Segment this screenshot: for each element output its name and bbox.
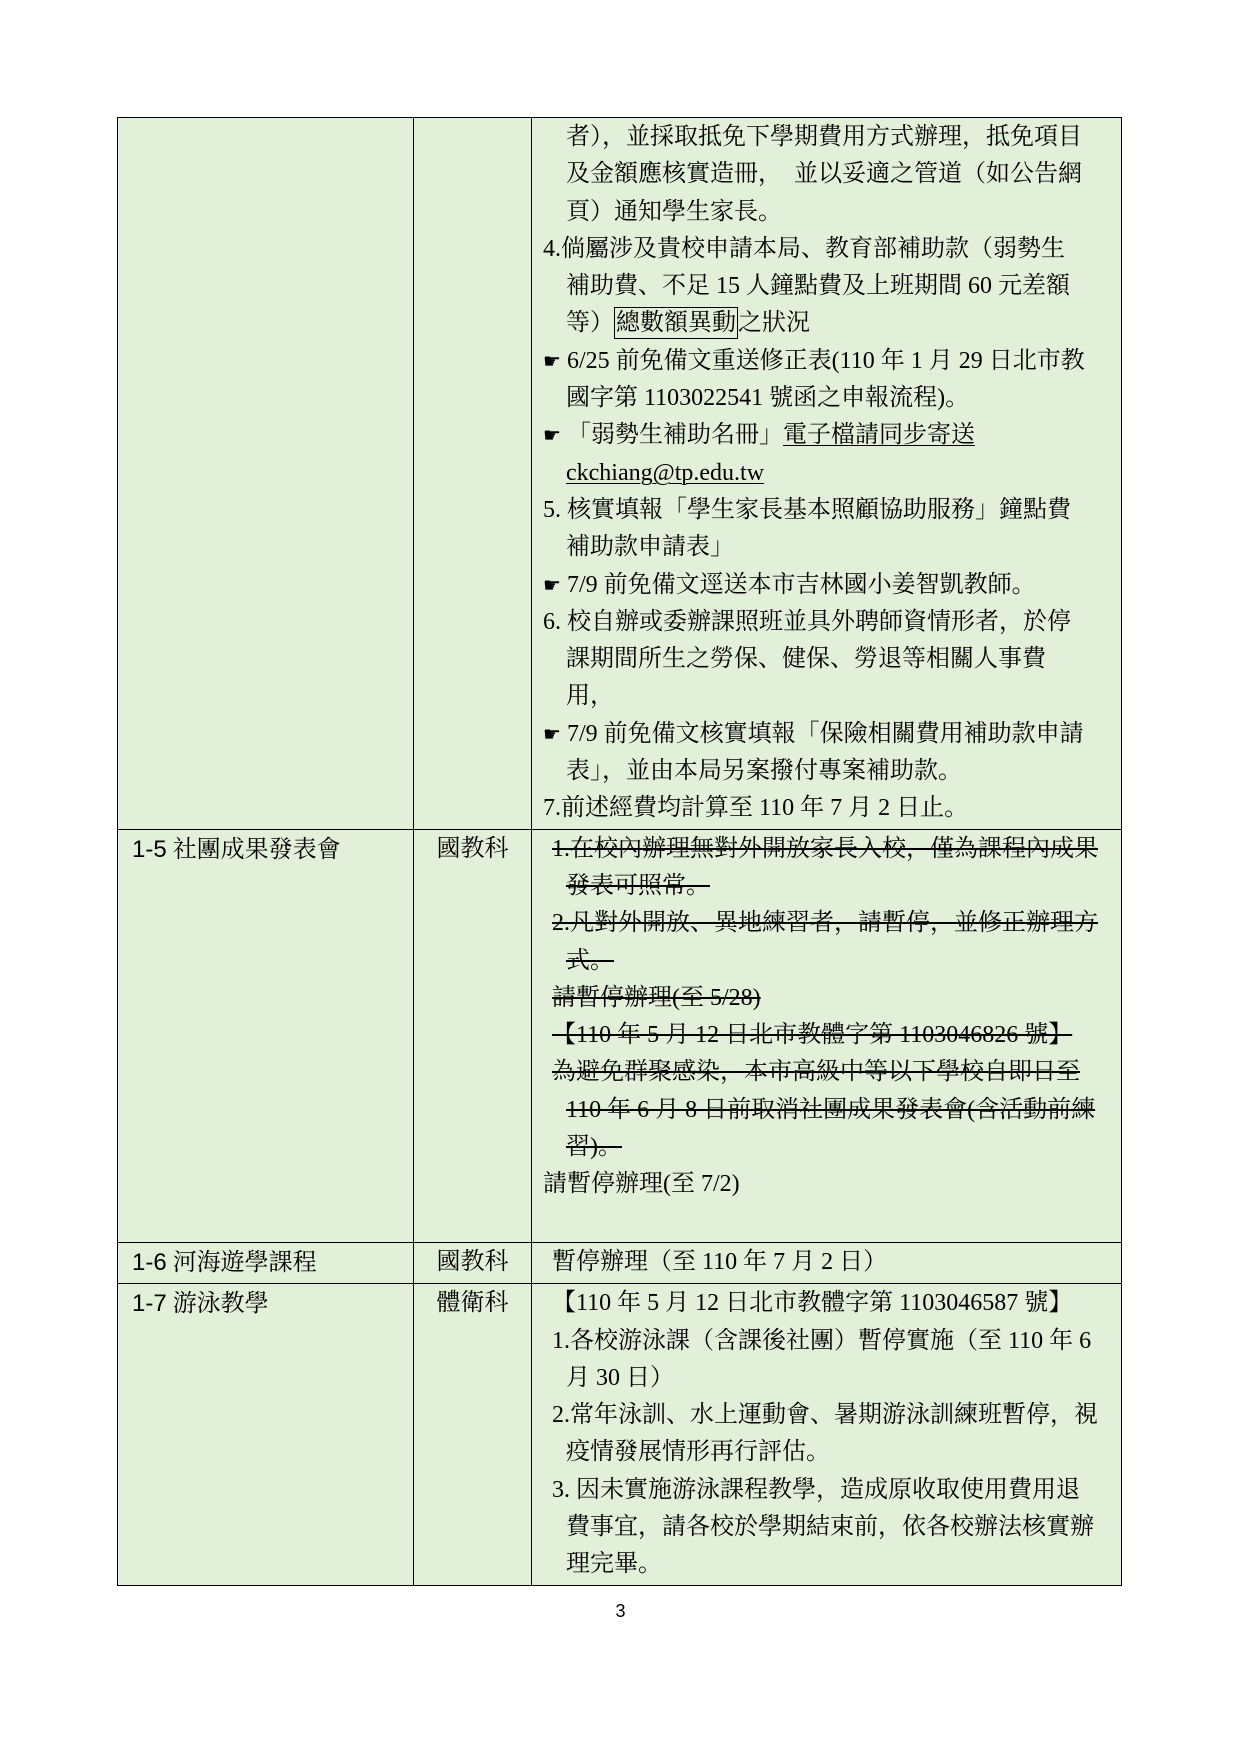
item-cell <box>118 118 414 830</box>
content-line: 暫停辦理（至 110 年 7 月 2 日） <box>552 1248 888 1275</box>
line-text: 之狀況 <box>738 310 810 337</box>
content-line: 頁）通知學生家長。 <box>566 198 782 225</box>
content-line: 表」，並由本局另案撥付專案補助款。 <box>566 758 962 785</box>
content-line: 用， <box>566 683 614 710</box>
line-text: 「弱勢生補助名冊」 <box>567 422 783 449</box>
item-cell <box>118 1284 414 1585</box>
bullet-line <box>532 567 1121 604</box>
table-row <box>118 1284 1122 1585</box>
content-line: 2.常年泳訓、水上運動會、暑期游泳訓練班暫停，視 <box>552 1402 1098 1429</box>
struck-line: 式。 <box>566 947 614 974</box>
pointing-hand-icon: ☛ <box>543 721 561 746</box>
content-line: 【110 年 5 月 12 日北市教體字第 1103046587 號】 <box>552 1290 1073 1317</box>
content-line: 國字第 1103022541 號函之申報流程)。 <box>566 385 970 412</box>
content-cell <box>532 118 1122 830</box>
item-cell <box>118 829 414 1242</box>
item-code: 1-7 <box>132 1290 167 1318</box>
content-cell <box>532 829 1122 1242</box>
dept-cell <box>414 118 532 830</box>
content-line: 補助費、不足 15 人鐘點費及上班期間 60 元差額 <box>566 273 1070 300</box>
struck-line: 1.在校內辦理無對外開放家長入校，僅為課程內成果 <box>552 835 1098 862</box>
table-row <box>118 118 1122 830</box>
blank-line <box>532 1204 1121 1241</box>
struck-line: 為避免群聚感染，本市高級中等以下學校自即日至 <box>552 1059 1080 1086</box>
line-text: 6/25 前免備文重送修正表(110 年 1 月 29 日北市教 <box>567 347 1085 374</box>
boxed-text: 總數額異動 <box>614 307 738 339</box>
content-line: 3. 因未實施游泳課程教學，造成原收取使用費用退 <box>552 1476 1080 1503</box>
content-cell <box>532 1242 1122 1283</box>
struck-line: 習)。 <box>566 1134 622 1161</box>
content-line: 者），並採取抵免下學期費用方式辦理，抵免項目 <box>566 124 1082 150</box>
content-line: 課期間所生之勞保、健保、勞退等相關人事費 <box>566 646 1046 673</box>
item-code: 1-5 <box>132 835 167 863</box>
pointing-hand-icon: ☛ <box>543 423 561 448</box>
content-line: 理完畢。 <box>566 1551 662 1578</box>
content-line: 請暫停辦理(至 7/2) <box>543 1171 740 1198</box>
item-code: 1-6 <box>132 1248 167 1276</box>
content-line: 5. 核實填報「學生家長基本照顧協助服務」鐘點費 <box>543 496 1071 523</box>
content-line: 及金額應核實造冊， 並以妥適之管道（如公告網 <box>566 161 1082 188</box>
item-name: 河海遊學課程 <box>172 1249 317 1276</box>
email-link[interactable]: ckchiang@tp.edu.tw <box>566 459 765 486</box>
line-text: 7/9 前免備文逕送本市吉林國小姜智凱教師。 <box>567 571 1036 598</box>
dept-name: 體衛科 <box>436 1290 509 1317</box>
content-line: 疫情發展情形再行評估。 <box>566 1439 830 1466</box>
content-line: 7.前述經費均計算至 110 年 7 月 2 日止。 <box>543 795 969 822</box>
bullet-line <box>532 716 1121 753</box>
dept-name: 國教科 <box>436 835 509 862</box>
pointing-hand-icon: ☛ <box>543 572 561 597</box>
line-text: 7/9 前免備文核實填報「保險相關費用補助款申請 <box>567 720 1084 747</box>
dept-cell <box>414 1242 532 1283</box>
content-line: 1.各校游泳課（含課後社團）暫停實施（至 110 年 6 <box>552 1327 1092 1354</box>
dept-cell <box>414 1284 532 1585</box>
pointing-hand-icon: ☛ <box>543 348 561 373</box>
struck-line: 2.凡對外開放、異地練習者，請暫停，並修正辦理方 <box>552 910 1098 937</box>
struck-line: 【110 年 5 月 12 日北市教體字第 1103046826 號】 <box>552 1022 1073 1049</box>
table-row <box>118 829 1122 1242</box>
item-name: 游泳教學 <box>172 1291 269 1318</box>
content-line <box>532 305 1121 342</box>
bullet-line <box>532 343 1121 380</box>
content-line: 月 30 日） <box>566 1364 674 1391</box>
content-line: 6. 校自辦或委辦課照班並具外聘師資情形者，於停 <box>543 608 1071 635</box>
underlined-text: 電子檔請同步寄送 <box>783 422 975 449</box>
struck-line: 發表可照常。 <box>566 872 710 899</box>
content-line: 補助款申請表」 <box>566 534 734 561</box>
page-number: 3 <box>615 1601 626 1621</box>
dept-name: 國教科 <box>436 1248 509 1275</box>
item-cell <box>118 1242 414 1283</box>
schedule-table <box>117 117 1122 1586</box>
content-line: 費事宜，請各校於學期結束前，依各校辦法核實辦 <box>566 1513 1094 1540</box>
content-cell <box>532 1284 1122 1585</box>
table-row <box>118 1242 1122 1283</box>
struck-line: 請暫停辦理(至 5/28) <box>552 984 761 1011</box>
item-name: 社團成果發表會 <box>172 836 341 863</box>
content-line <box>532 455 1121 492</box>
struck-line: 110 年 6 月 8 日前取消社團成果發表會(含活動前練 <box>566 1096 1096 1123</box>
dept-cell <box>414 829 532 1242</box>
content-line: 4.倘屬涉及貴校申請本局、教育部補助款（弱勢生 <box>543 235 1065 262</box>
line-text: 等） <box>566 310 614 337</box>
bullet-line <box>532 417 1121 454</box>
